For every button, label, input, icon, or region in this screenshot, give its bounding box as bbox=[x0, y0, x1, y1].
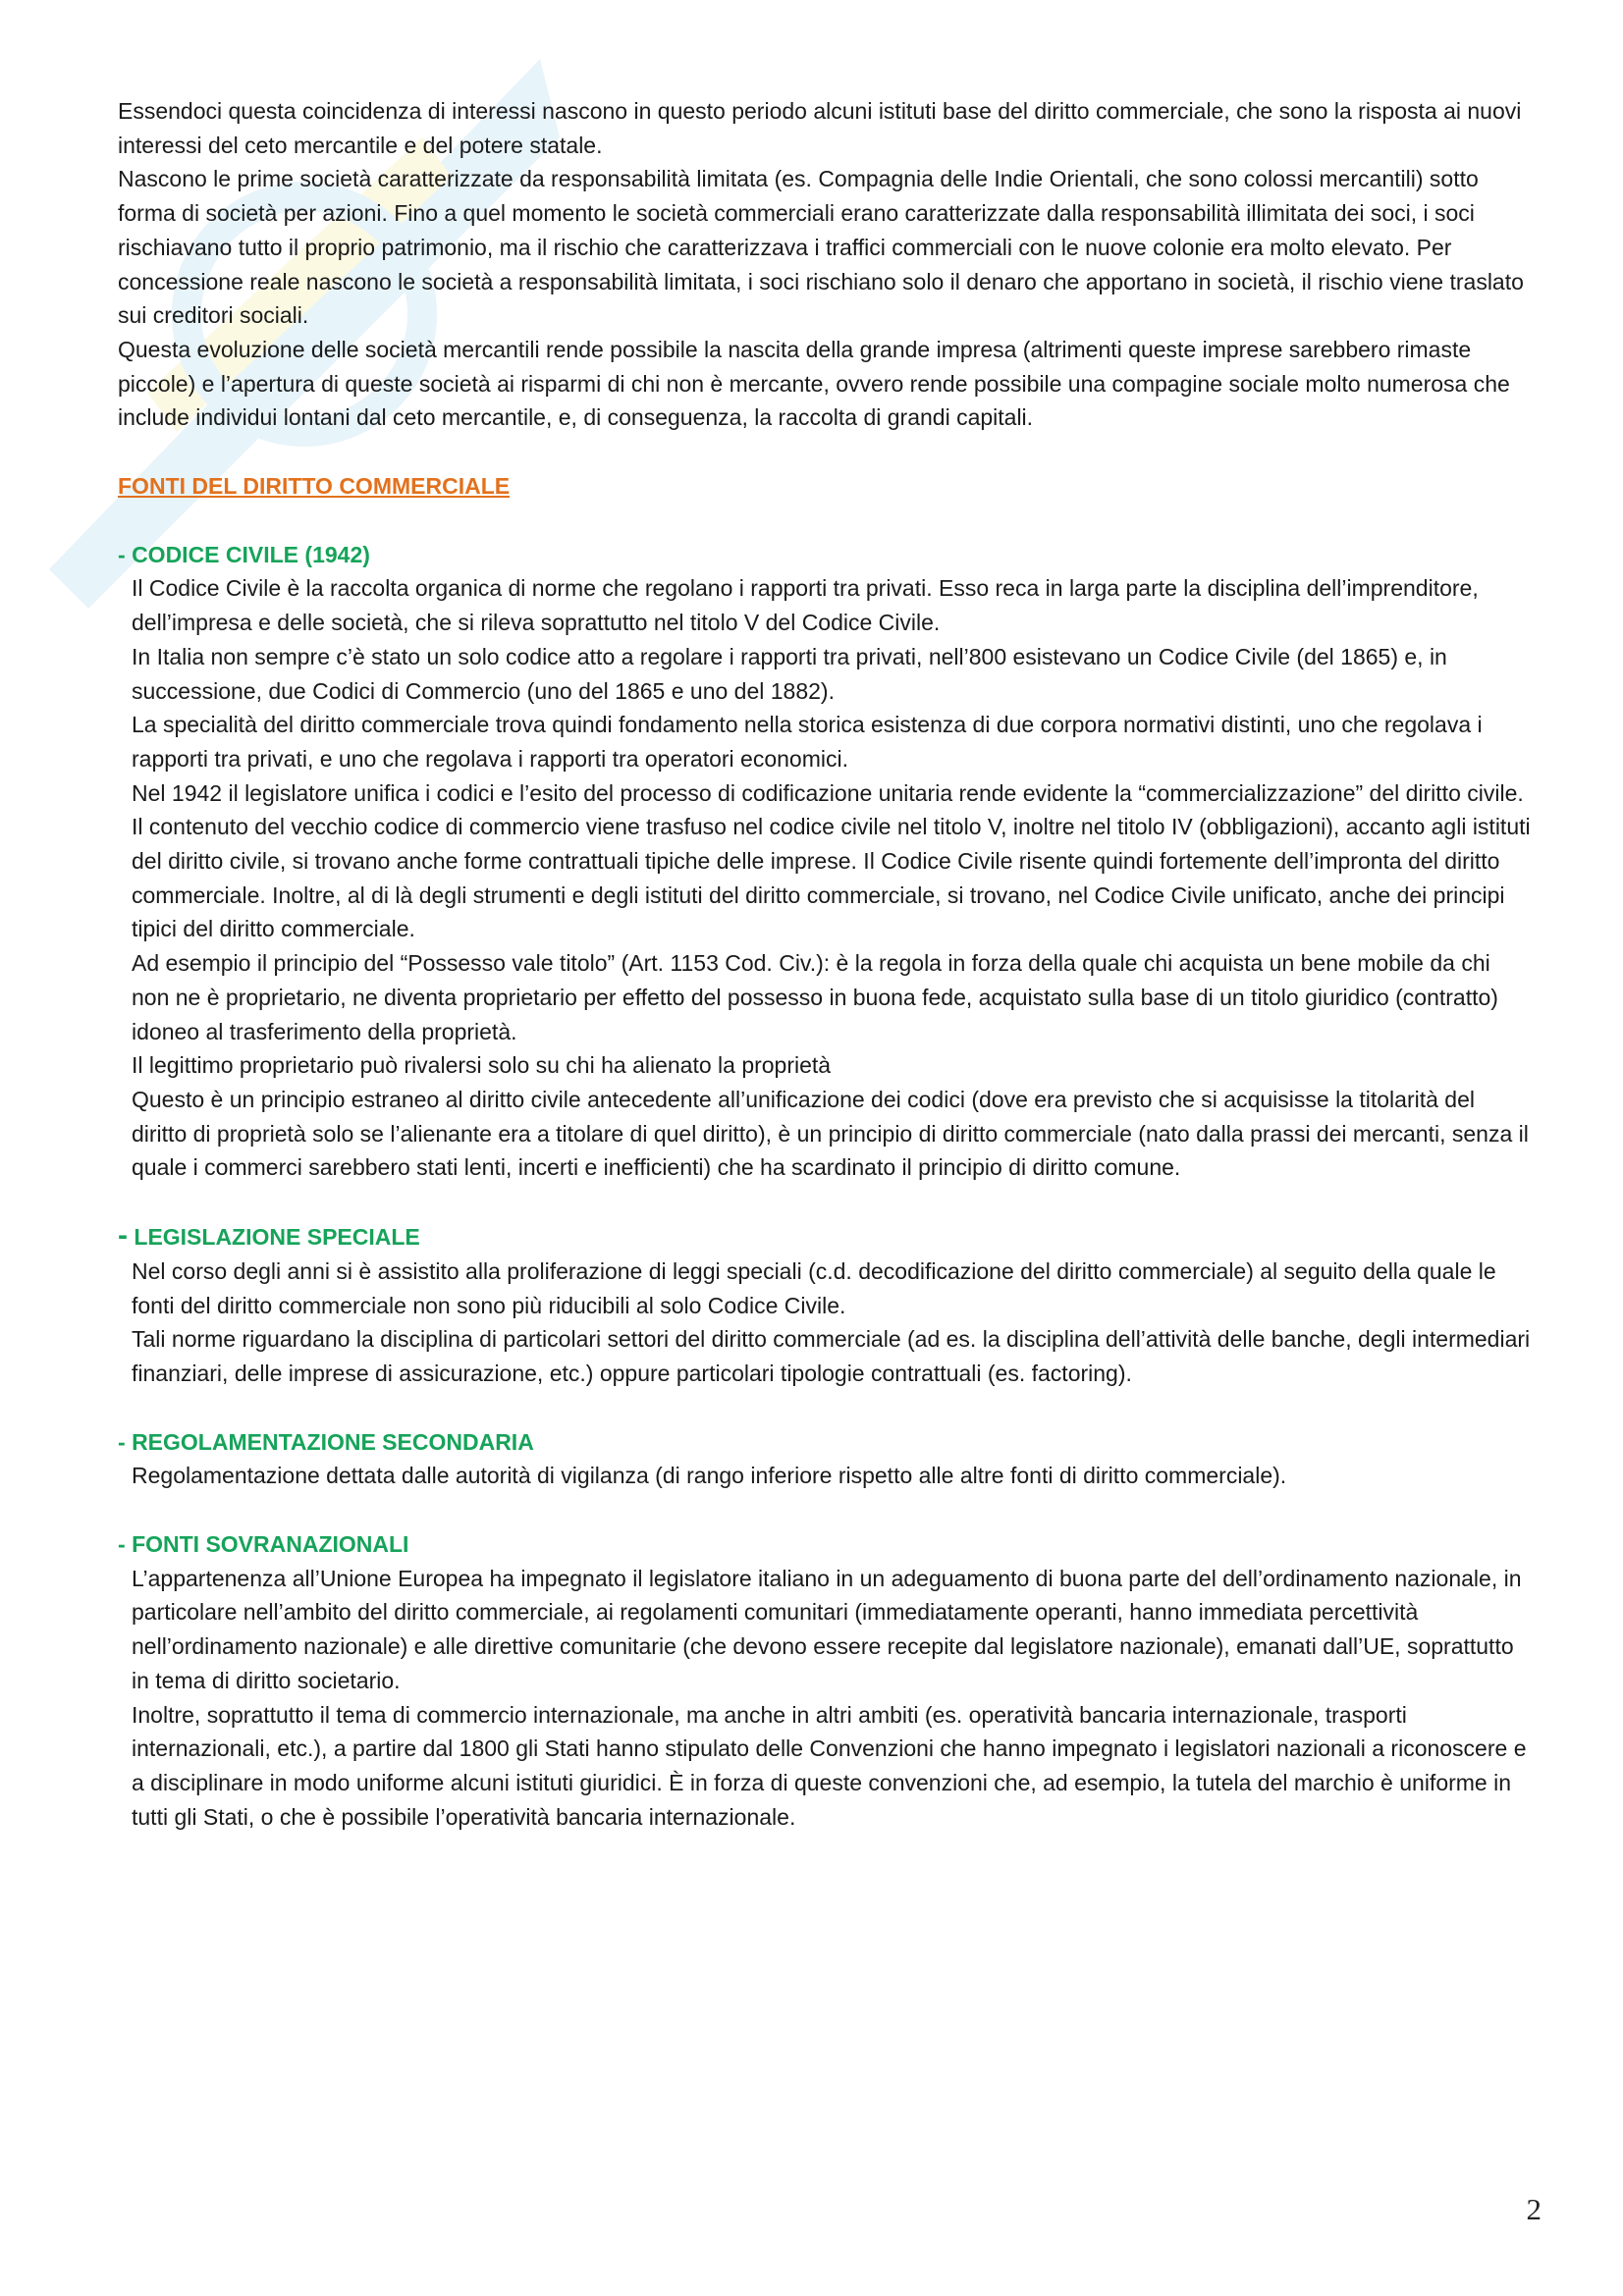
intro-paragraph: Essendoci questa coincidenza di interessi nascono in questo periodo alcuni istituti base del diritto commerciale, che sono la risposta ai nuovi interessi del ceto mercantile e del potere statale. bbox=[118, 98, 1522, 158]
body-paragraph: La specialità del diritto commerciale trova quindi fondamento nella storica esistenza di due corpora normativi distinti, uno che regolava i rapporti tra privati, e uno che regolava i rapporti tra operatori economici. bbox=[132, 712, 1483, 772]
heading-regolamentazione-secondaria bbox=[118, 1425, 1532, 1460]
intro-block bbox=[118, 94, 1532, 435]
intro-paragraph: Questa evoluzione delle società mercantili rende possibile la nascita della grande impresa (altrimenti queste imprese sarebbero rimaste piccole) e l’apertura di queste società ai risparmi di chi non è mercante, ovvero rende possibile una compagine sociale molto numerosa che include individui lontani dal ceto mercantile, e, di conseguenza, la raccolta di grandi capitali. bbox=[118, 336, 1510, 431]
body-paragraph: Il Codice Civile è la raccolta organica di norme che regolano i rapporti tra privati. Esso reca in larga parte la disciplina dell’imprenditore, dell’impresa e delle società, che si rileva soprattutto nel titolo V del Codice Civile. bbox=[132, 575, 1479, 636]
heading-legislazione-speciale bbox=[118, 1219, 1532, 1255]
body-paragraph: Questo è un principio estraneo al diritto civile antecedente all’unificazione dei codici (dove era previsto che si acquisisse la titolarità del diritto di proprietà solo se l’alienante era a titolare di quel diritto), è un principio di diritto commerciale (nato dalla prassi dei mercanti, senza il quale i commerci sarebbero stati lenti, incerti e inefficienti) che ha scardinato il principio di diritto comune. bbox=[132, 1086, 1529, 1181]
page-content bbox=[118, 94, 1532, 1834]
regolamentazione-body bbox=[118, 1459, 1532, 1493]
body-paragraph: In Italia non sempre c’è stato un solo codice atto a regolare i rapporti tra privati, nell’800 esistevano un Codice Civile (del 1865) e, in successione, due Codici di Commercio (uno del 1865 e uno del 1882). bbox=[132, 643, 1447, 704]
body-paragraph: Nel 1942 il legislatore unifica i codici e l’esito del processo di codificazione unitaria rende evidente la “commercializzazione” del diritto civile. Il contenuto del vecchio codice di commercio viene trasfuso nel codice civile nel titolo V, inoltre nel titolo IV (obbligazioni), accanto agli istituti del diritto civile, si trovano anche forme contrattuali tipiche delle imprese. Il Codice Civile risente quindi fortemente dell’impronta del diritto commerciale. Inoltre, al di là degli strumenti e degli istituti del diritto commerciale, si trovano, nel Codice Civile unificato, anche dei principi tipici del diritto commerciale. bbox=[132, 779, 1531, 942]
heading-dash: - bbox=[118, 1531, 126, 1558]
heading-text: FONTI SOVRANAZIONALI bbox=[132, 1531, 409, 1558]
intro-paragraph: Nascono le prime società caratterizzate da responsabilità limitata (es. Compagnia delle Indie Orientali, che sono colossi mercantili) sotto forma di società per azioni. Fino a quel momento le società commerciali erano caratterizzate dalla responsabilità illimitata dei soci, i soci rischiavano tutto il proprio patrimonio, ma il rischio che caratterizzava i traffici commerciali con le nuove colonie era molto elevato. Per concessione reale nascono le società a responsabilità limitata, i soci rischiano solo il denaro che apportano in società, il rischio viene traslato sui creditori sociali. bbox=[118, 166, 1524, 329]
sovranazionali-body bbox=[118, 1562, 1532, 1835]
heading-text: LEGISLAZIONE SPECIALE bbox=[134, 1224, 420, 1251]
body-paragraph: Il legittimo proprietario può rivalersi solo su chi ha alienato la proprietà bbox=[132, 1052, 832, 1079]
body-paragraph: Nel corso degli anni si è assistito alla proliferazione di leggi speciali (c.d. decodificazione del diritto commerciale) al seguito della quale le fonti del diritto commerciale non sono più riducibili al solo Codice Civile. bbox=[132, 1257, 1496, 1318]
heading-dash: - bbox=[118, 541, 126, 567]
body-paragraph: L’appartenenza all’Unione Europea ha impegnato il legislatore italiano in un adeguamento di buona parte del dell’ordinamento nazionale, in particolare nell’ambito del diritto commerciale, ai regolamenti comunitari (immediatamente operanti, hanno immediata percettività nell’ordinamento nazionale) e alle direttive comunitarie (che devono essere recepite dal legislatore nazionale), emanati dall’UE, soprattutto in tema di diritto societario. bbox=[132, 1565, 1522, 1693]
body-paragraph: Tali norme riguardano la disciplina di particolari settori del diritto commerciale (ad es. la disciplina dell’attività delle banche, degli intermediari finanziari, delle imprese di assicurazione, etc.) oppure particolari tipologie contrattuali (es. factoring). bbox=[132, 1326, 1531, 1386]
body-paragraph: Regolamentazione dettata dalle autorità di vigilanza (di rango inferiore rispetto alle altre fonti di diritto commerciale). bbox=[132, 1463, 1287, 1489]
heading-text: REGOLAMENTAZIONE SECONDARIA bbox=[132, 1428, 534, 1455]
heading-dash: - bbox=[118, 1219, 128, 1253]
codice-civile-body bbox=[118, 571, 1532, 1185]
heading-fonti-sovranazionali bbox=[118, 1527, 1532, 1562]
heading-dash: - bbox=[118, 1428, 126, 1455]
heading-text: CODICE CIVILE (1942) bbox=[132, 541, 370, 567]
body-paragraph: Ad esempio il principio del “Possesso vale titolo” (Art. 1153 Cod. Civ.): è la regola in forza della quale chi acquista un bene mobile da chi non ne è proprietario, ne diventa proprietario per effetto del possesso in buona fede, acquistato sulla base di un titolo giuridico (contratto) idoneo al trasferimento della proprietà. bbox=[132, 950, 1498, 1044]
section-title: FONTI DEL DIRITTO COMMERCIALE bbox=[118, 473, 511, 500]
legislazione-body bbox=[118, 1255, 1532, 1391]
body-paragraph: Inoltre, soprattutto il tema di commercio internazionale, ma anche in altri ambiti (es. operatività bancaria internazionale, trasporti internazionali, etc.), a partire dal 1800 gli Stati hanno stipulato delle Convenzioni che hanno impegnato i legislatori nazionali a riconoscere e a disciplinare in modo uniforme alcuni istituti giuridici. È in forza di queste convenzioni che, ad esempio, la tutela del marchio è uniforme in tutti gli Stati, o che è possibile l’operatività bancaria internazionale. bbox=[132, 1701, 1527, 1830]
heading-codice-civile bbox=[118, 538, 1532, 572]
page-number: 2 bbox=[1526, 2192, 1542, 2226]
